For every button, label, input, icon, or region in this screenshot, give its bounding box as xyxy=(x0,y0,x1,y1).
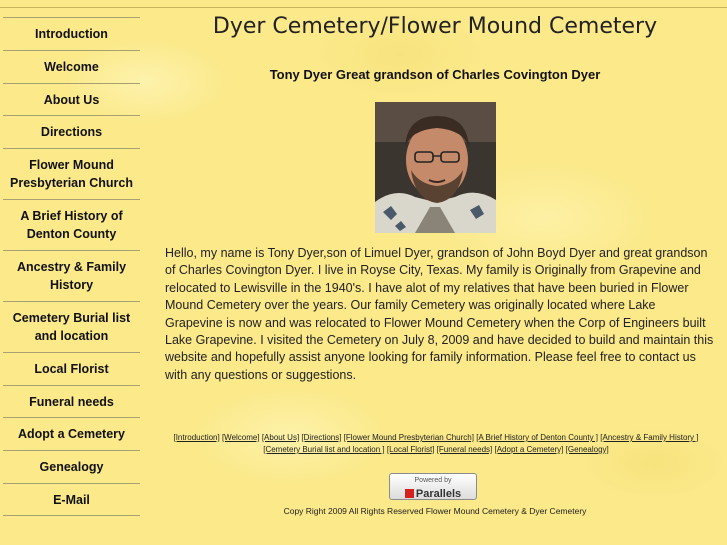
copyright-text: Copy Right 2009 All Rights Reserved Flower Mound Cemetery & Dyer Cemetery xyxy=(283,506,587,516)
parallels-logo-icon xyxy=(405,489,414,498)
page-subtitle: Tony Dyer Great grandson of Charles Covington Dyer xyxy=(269,67,601,82)
sidebar-item-email[interactable]: E-Mail xyxy=(3,483,140,516)
sidebar-item-funeral-needs[interactable]: Funeral needs xyxy=(3,385,140,417)
footer-link-local-florist[interactable]: [Local Florist] xyxy=(386,445,435,454)
bio-paragraph: Hello, my name is Tony Dyer,son of Limuel Dyer, grandson of John Boyd Dyer and great grandson of Charles Covington Dyer. I live in Royse City, Texas. My family is Originally from Grapevine and relocated to Lewisville in the 1940's. I have alot of my relatives that have been buried in Flower Mound Cemetery over the years. Our family Cemetery was originally located where Lake Grapevine is now and was relocated to Flower Mound Cemetery when the Corp of Engineers built Lake Grapevine. I visited the Cemetery on July 8, 2009 and have decided to build and maintain this website and hopefully assist anyone looking for family information. Please feel free to contact us with any questions or suggestions. xyxy=(165,246,714,382)
sidebar-item-about-us[interactable]: About Us xyxy=(3,83,140,115)
footer-link-welcome[interactable]: [Welcome] xyxy=(221,433,260,442)
footer-link-directions[interactable]: [Directions] xyxy=(301,433,342,442)
footer-link-introduction[interactable]: [Introduction] xyxy=(173,433,220,442)
powered-by-parallels-badge[interactable] xyxy=(389,473,477,500)
sidebar-item-history-denton-county[interactable]: A Brief History of Denton County xyxy=(3,199,140,250)
powered-by-label: Powered by xyxy=(414,477,452,484)
sidebar-item-ancestry-family-history[interactable]: Ancestry & Family History xyxy=(3,250,140,301)
footer-nav xyxy=(145,432,727,456)
footer-link-presbyterian-church[interactable]: [Flower Mound Presbyterian Church] xyxy=(343,433,474,442)
footer-link-funeral-needs[interactable]: [Funeral needs] xyxy=(436,445,493,454)
sidebar-item-welcome[interactable]: Welcome xyxy=(3,50,140,83)
sidebar-nav xyxy=(3,17,140,516)
footer-link-genealogy[interactable]: [Genealogy] xyxy=(565,445,609,454)
site-title: Dyer Cemetery/Flower Mound Cemetery xyxy=(212,14,658,39)
footer-link-about-us[interactable]: [About Us] xyxy=(261,433,300,442)
sidebar-item-introduction[interactable]: Introduction xyxy=(3,17,140,50)
sidebar-item-directions[interactable]: Directions xyxy=(3,115,140,148)
sidebar-item-genealogy[interactable]: Genealogy xyxy=(3,450,140,483)
parallels-logo xyxy=(405,488,461,500)
sidebar-item-presbyterian-church[interactable]: Flower Mound Presbyterian Church xyxy=(3,148,140,199)
parallels-brand-label: Parallels xyxy=(415,487,462,500)
sidebar-item-cemetery-burial-list[interactable]: Cemetery Burial list and location xyxy=(3,301,140,352)
top-divider xyxy=(0,7,727,8)
footer-link-cemetery-burial-list[interactable]: [Cemetery Burial list and location ] xyxy=(263,445,385,454)
sidebar-item-adopt-a-cemetery[interactable]: Adopt a Cemetery xyxy=(3,417,140,450)
footer-link-ancestry-family-history[interactable]: [Ancestry & Family History ] xyxy=(600,433,699,442)
portrait-photo xyxy=(375,102,496,233)
footer-link-history-denton-county[interactable]: [A Brief History of Denton County ] xyxy=(476,433,599,442)
sidebar-item-local-florist[interactable]: Local Florist xyxy=(3,352,140,385)
portrait-image xyxy=(375,102,496,233)
footer-link-adopt-a-cemetery[interactable]: [Adopt a Cemetery] xyxy=(494,445,564,454)
